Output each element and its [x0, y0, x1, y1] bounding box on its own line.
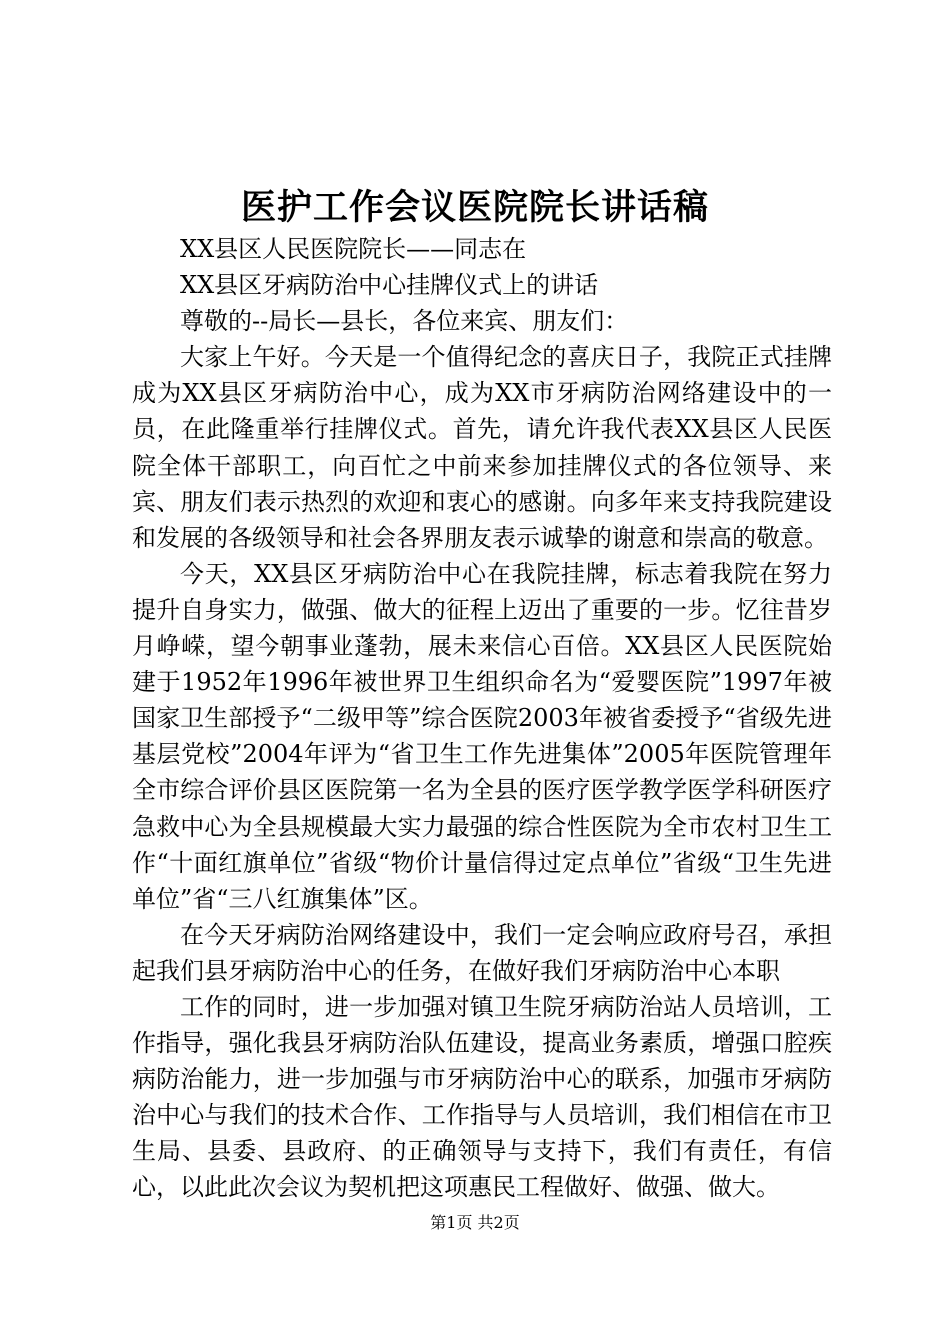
document-title: 医护工作会议医院院长讲话稿	[240, 187, 709, 228]
body-paragraph: 工作的同时，进一步加强对镇卫生院牙病防治站人员培训，工作指导，强化我县牙病防治队伍建设，提高业务素质，增强口腔疾病防治能力，进一步加强与市牙病防治中心的联系，加强市牙病防治中心与我们的技术合作、工作指导与人员培训，我们相信在市卫生局、县委、县政府、的正确领导与支持下，我们有责任，有信心，以此此次会议为契机把这项惠民工程做好、做强、做大。	[132, 992, 832, 1202]
page-number-footer: 第1页 共2页	[430, 1213, 520, 1232]
salutation-line: 尊敬的--局长—县长，各位来宾、朋友们：	[180, 307, 629, 336]
document-body	[132, 231, 832, 1206]
occasion-line: XX县区牙病防治中心挂牌仪式上的讲话	[180, 271, 599, 300]
body-paragraph: 大家上午好。今天是一个值得纪念的喜庆日子，我院正式挂牌成为XX县区牙病防治中心，成为XX市牙病防治网络建设中的一员，在此隆重举行挂牌仪式。首先，请允许我代表XX县区人民医院全体干部职工，向百忙之中前来参加挂牌仪式的各位领导、来宾、朋友们表示热烈的欢迎和衷心的感谢。向多年来支持我院建设和发展的各级领导和社会各界朋友表示诚挚的谢意和崇高的敬意。	[132, 343, 832, 552]
body-paragraph: 今天，XX县区牙病防治中心在我院挂牌，标志着我院在努力提升自身实力，做强、做大的征程上迈出了重要的一步。忆往昔岁月峥嵘，望今朝事业蓬勃，展未来信心百倍。XX县区人民医院始建于1952年1996年被世界卫生组织命名为“爱婴医院”1997年被国家卫生部授予“二级甲等”综合医院2003年被省委授予“省级先进基层党校”2004年评为“省卫生工作先进集体”2005年医院管理年全市综合评价县区医院第一名为全县的医疗医学教学医学科研医疗急救中心为全县规模最大实力最强的综合性医院为全市农村卫生工作“十面红旗单位”省级“物价计量信得过定点单位”省级“卫生先进单位”省“三八红旗集体”区。	[132, 559, 832, 913]
body-paragraph: 在今天牙病防治网络建设中，我们一定会响应政府号召，承担起我们县牙病防治中心的任务，在做好我们牙病防治中心本职	[132, 920, 832, 985]
speaker-line: XX县区人民医院院长——同志在	[180, 235, 527, 263]
